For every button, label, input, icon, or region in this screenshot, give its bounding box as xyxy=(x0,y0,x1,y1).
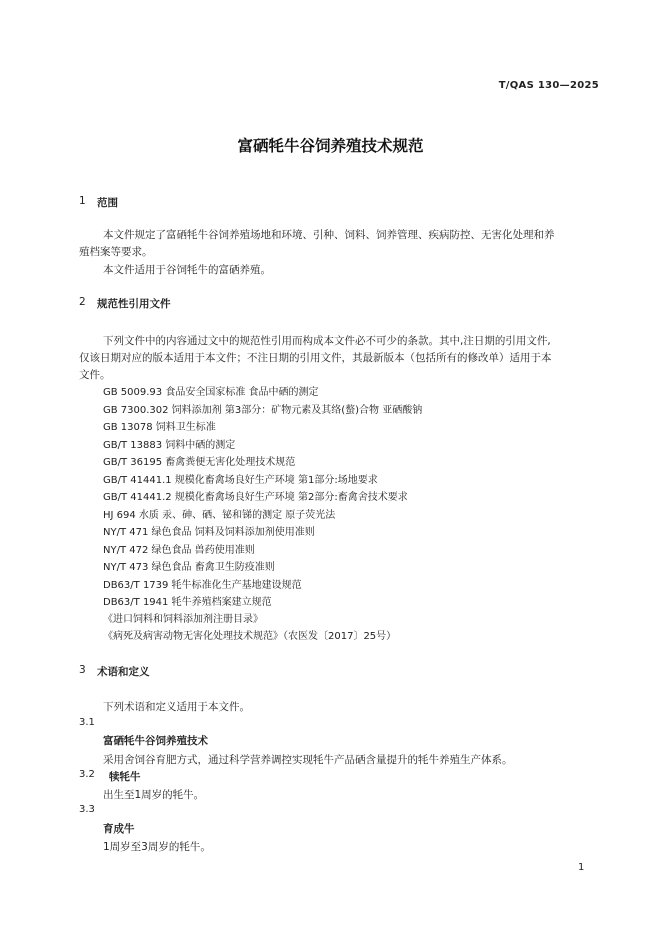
section-2-title: 规范性引用文件 xyxy=(97,298,171,310)
reference-item: GB 13078 饲料卫生标准 xyxy=(103,422,216,433)
reference-item: GB/T 36195 畜禽粪便无害化处理技术规范 xyxy=(103,457,296,468)
section-1-para1-line2: 殖档案等要求。 xyxy=(79,246,153,258)
term-3-3-number: 3.3 xyxy=(79,804,95,815)
reference-item: GB 5009.93 食品安全国家标准 食品中硒的测定 xyxy=(103,387,319,398)
document-title: 富硒牦牛谷饲养殖技术规范 xyxy=(237,137,424,155)
section-1-para2: 本文件适用于谷饲牦牛的富硒养殖。 xyxy=(103,264,271,276)
term-3-1-number: 3.1 xyxy=(79,717,95,728)
term-3-1-name: 富硒牦牛谷饲养殖技术 xyxy=(103,735,208,747)
section-3-intro: 下列术语和定义适用于本文件。 xyxy=(103,701,250,713)
section-2-intro-line1: 下列文件中的内容通过文中的规范性引用而构成本文件必不可少的条款。其中,注日期的引用文件, xyxy=(103,335,551,347)
section-3-title: 术语和定义 xyxy=(97,666,150,678)
section-1-number: 1 xyxy=(79,195,86,207)
reference-item: DB63/T 1739 牦牛标准化生产基地建设规范 xyxy=(103,580,302,591)
reference-item: DB63/T 1941 牦牛养殖档案建立规范 xyxy=(103,597,272,608)
section-3-number: 3 xyxy=(79,664,86,676)
term-3-2-definition: 出生至1周岁的牦牛。 xyxy=(103,789,205,801)
reference-item: NY/T 472 绿色食品 兽药使用准则 xyxy=(103,545,255,556)
term-3-2-number: 3.2 xyxy=(79,769,95,780)
term-3-2-name: 犊牦牛 xyxy=(109,771,141,783)
page-number: 1 xyxy=(578,862,585,873)
reference-item: 《进口饲料和饲料添加剂注册目录》 xyxy=(103,614,263,625)
reference-item: GB/T 41441.2 规模化畜禽场良好生产环境 第2部分:畜禽舍技术要求 xyxy=(103,492,408,503)
reference-item: GB/T 13883 饲料中硒的测定 xyxy=(103,440,236,451)
document-code: T/QAS 130—2025 xyxy=(498,80,599,91)
reference-item: HJ 694 水质 汞、砷、硒、铋和锑的测定 原子荧光法 xyxy=(103,510,336,521)
section-1-para1-line1: 本文件规定了富硒牦牛谷饲养殖场地和环境、引种、饲料、饲养管理、疾病防控、无害化处理和养 xyxy=(103,229,555,241)
reference-item: GB/T 41441.1 规模化畜禽场良好生产环境 第1部分:场地要求 xyxy=(103,475,378,486)
section-1-title: 范围 xyxy=(97,197,118,209)
reference-item: 《病死及病害动物无害化处理技术规范》（农医发〔2017〕25号） xyxy=(103,631,397,642)
term-3-1-definition: 采用舍饲谷育肥方式，通过科学营养调控实现牦牛产品硒含量提升的牦牛养殖生产体系。 xyxy=(103,754,513,766)
section-2-intro-line2: 仅该日期对应的版本适用于本文件；不注日期的引用文件，其最新版本（包括所有的修改单）适用于本 xyxy=(79,352,552,364)
term-3-3-name: 育成牛 xyxy=(103,823,135,835)
reference-item: NY/T 471 绿色食品 饲料及饲料添加剂使用准则 xyxy=(103,527,315,538)
reference-item: GB 7300.302 饲料添加剂 第3部分：矿物元素及其络(螯)合物 亚硒酸钠 xyxy=(103,405,423,416)
section-2-intro-line3: 文件。 xyxy=(79,369,111,381)
section-2-number: 2 xyxy=(79,296,86,308)
reference-item: NY/T 473 绿色食品 畜禽卫生防疫准则 xyxy=(103,562,275,573)
term-3-3-definition: 1周岁至3周岁的牦牛。 xyxy=(103,841,211,853)
